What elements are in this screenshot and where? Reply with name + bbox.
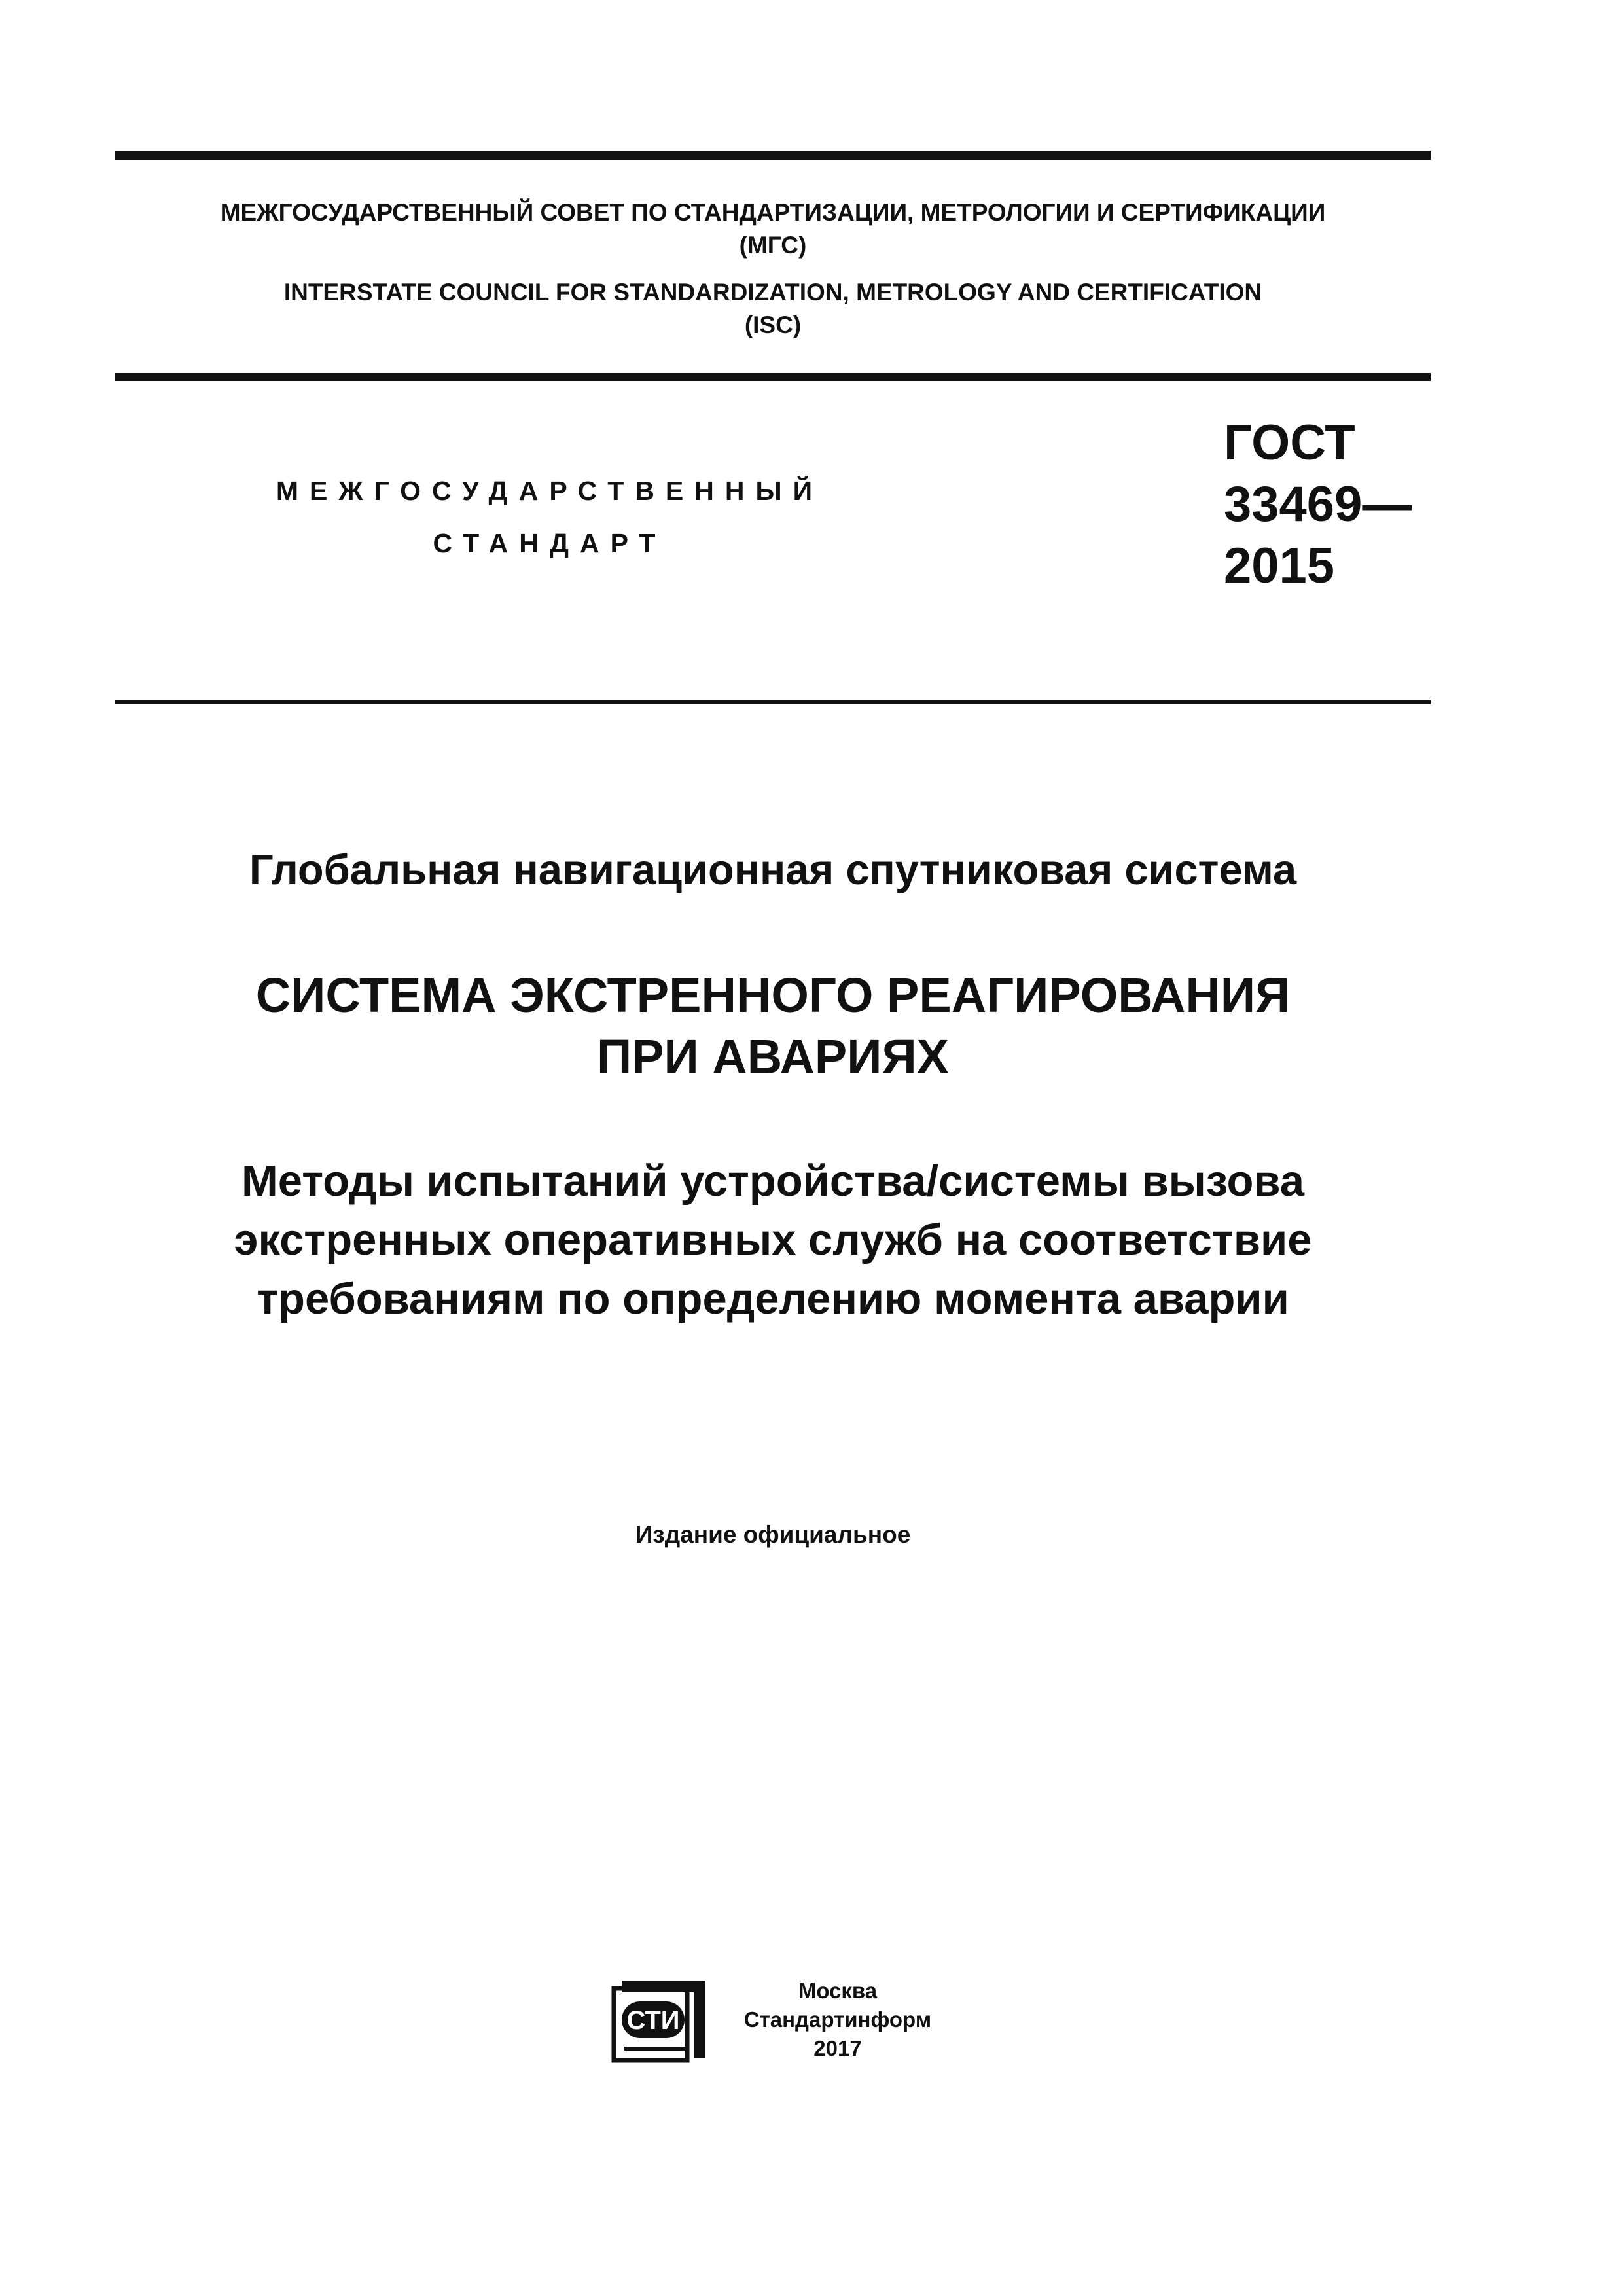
- council-abbr-ru: (МГС): [739, 232, 807, 259]
- edition-label: Издание официальное: [635, 1521, 911, 1548]
- subtitle-line2: экстренных оперативных служб на соответствие: [234, 1215, 1312, 1265]
- document-main-title: [115, 965, 1431, 1088]
- council-abbr-en: (ISC): [744, 312, 802, 338]
- designation-prefix: ГОСТ: [1224, 415, 1355, 471]
- council-name-en: [115, 276, 1431, 342]
- document-subject: Глобальная навигационная спутниковая система: [249, 846, 1297, 893]
- main-title-line1: СИСТЕМА ЭКСТРЕННОГО РЕАГИРОВАНИЯ: [255, 968, 1291, 1022]
- standartinform-logo-icon: [611, 1975, 708, 2063]
- council-name-ru-line1: МЕЖГОСУДАРСТВЕННЫЙ СОВЕТ ПО СТАНДАРТИЗАЦИИ, МЕТРОЛОГИИ И СЕРТИФИКАЦИИ: [220, 199, 1326, 226]
- council-name-en-line1: INTERSTATE COUNCIL FOR STANDARDIZATION, METROLOGY AND CERTIFICATION: [283, 279, 1262, 306]
- council-name-ru: [115, 196, 1431, 262]
- logo-text: СТИ: [626, 2006, 680, 2035]
- imprint-publisher: Стандартинформ: [743, 2007, 932, 2032]
- standard-type-line2: СТАНДАРТ: [433, 528, 667, 558]
- main-title-line2: ПРИ АВАРИЯХ: [596, 1030, 950, 1084]
- standard-type-line1: МЕЖГОСУДАРСТВЕННЫЙ: [276, 476, 824, 506]
- header-bottom-rule: [115, 373, 1431, 381]
- standard-designation: [1224, 412, 1412, 597]
- subtitle-line1: Методы испытаний устройства/системы вызова: [241, 1157, 1304, 1206]
- designation-year: 2015: [1224, 538, 1335, 594]
- top-rule: [115, 151, 1431, 160]
- designation-number: 33469—: [1224, 476, 1412, 532]
- imprint: [720, 1977, 955, 2063]
- subtitle-line3: требованиям по определению момента аварии: [257, 1274, 1289, 1323]
- document-subtitle: [115, 1152, 1431, 1329]
- standard-type: [209, 465, 890, 569]
- imprint-year: 2017: [813, 2036, 862, 2060]
- imprint-city: Москва: [798, 1979, 878, 2003]
- designation-bottom-rule: [115, 700, 1431, 704]
